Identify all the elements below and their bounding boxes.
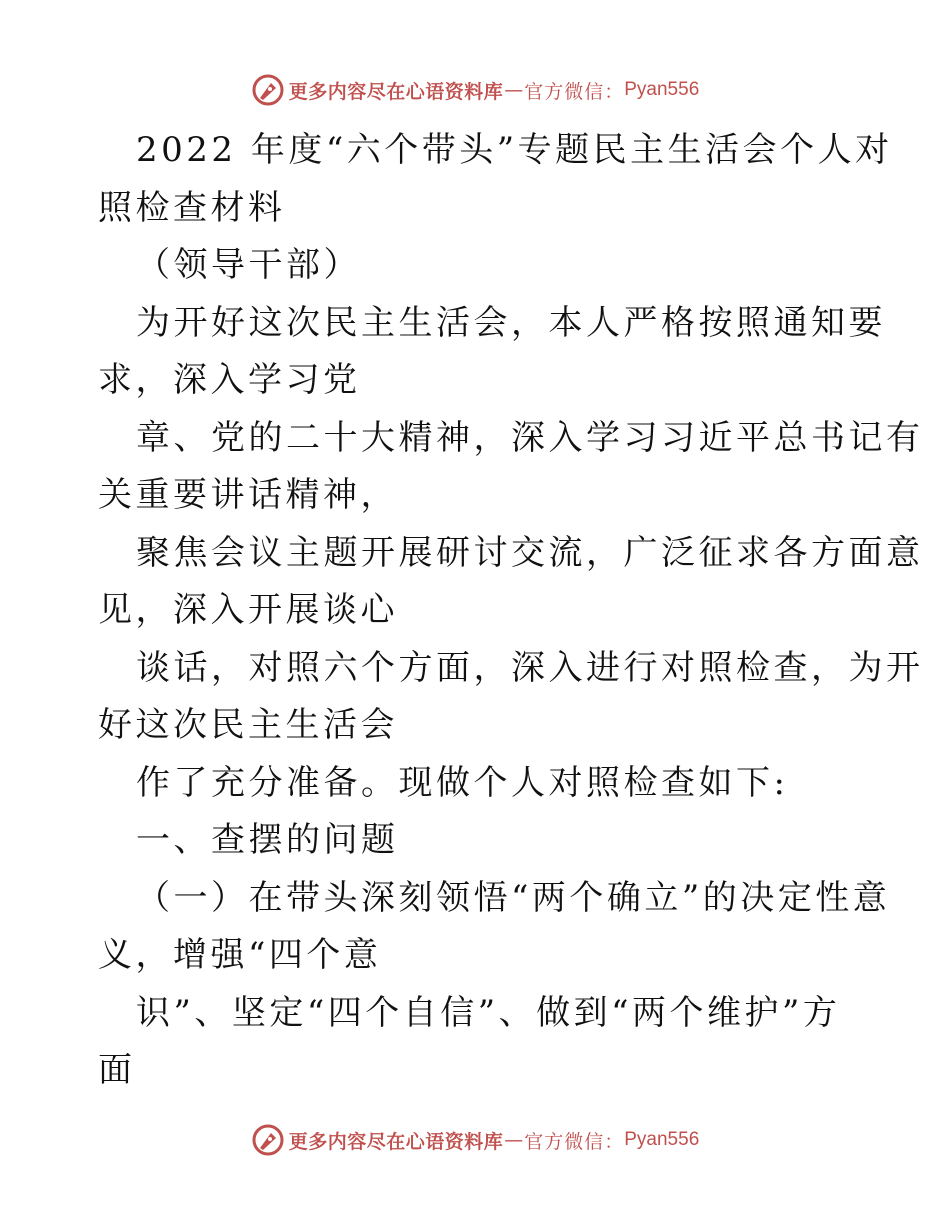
header-watermark: [0, 70, 950, 110]
footer-watermark: [0, 1120, 950, 1160]
section-heading: 一、查摆的问题: [136, 820, 399, 860]
author-role: （领导干部）: [136, 245, 361, 285]
watermark-wechat-id: Pyan556: [624, 1129, 700, 1150]
paragraph-line: 好这次民主生活会: [98, 705, 398, 745]
paragraph-line: 见，深入开展谈心: [98, 590, 398, 630]
watermark-main-text: 更多内容尽在心语资料库: [288, 1130, 504, 1153]
paragraph-line: 聚焦会议主题开展研讨交流，广泛征求各方面意: [136, 532, 924, 573]
subsection-heading: （一）在带头深刻领悟“两个确立”的决定性意: [136, 877, 891, 918]
watermark-dash: —: [504, 79, 524, 101]
subsection-heading-cont: 面: [98, 1050, 136, 1090]
document-body: [98, 122, 924, 1100]
paragraph-line: 关重要讲话精神，: [98, 475, 398, 515]
title-line-2: 照检查材料: [98, 187, 286, 228]
pen-nib-circle-icon: [251, 1123, 285, 1157]
pen-nib-circle-icon: [251, 73, 285, 107]
paragraph-line: 求，深入学习党: [98, 360, 361, 400]
watermark-wechat-label: 官方微信：: [524, 80, 625, 103]
subsection-heading-cont: 义，增强“四个意: [98, 935, 382, 975]
watermark-dash: —: [504, 1129, 524, 1151]
paragraph-line: 章、党的二十大精神，深入学习习近平总书记有: [136, 417, 924, 458]
title-line-1: 2022 年度“六个带头”专题民主生活会个人对: [136, 130, 893, 170]
watermark-wechat-id: Pyan556: [624, 79, 700, 100]
watermark-main-text: 更多内容尽在心语资料库: [288, 80, 504, 103]
paragraph-line: 为开好这次民主生活会，本人严格按照通知要: [136, 302, 886, 343]
subsection-heading-cont: 识”、坚定“四个自信”、做到“两个维护”方: [136, 992, 841, 1033]
paragraph-line: 作了充分准备。现做个人对照检查如下:: [136, 762, 789, 803]
watermark-wechat-label: 官方微信：: [524, 1130, 625, 1153]
paragraph-line: 谈话，对照六个方面，深入进行对照检查，为开: [136, 647, 924, 688]
